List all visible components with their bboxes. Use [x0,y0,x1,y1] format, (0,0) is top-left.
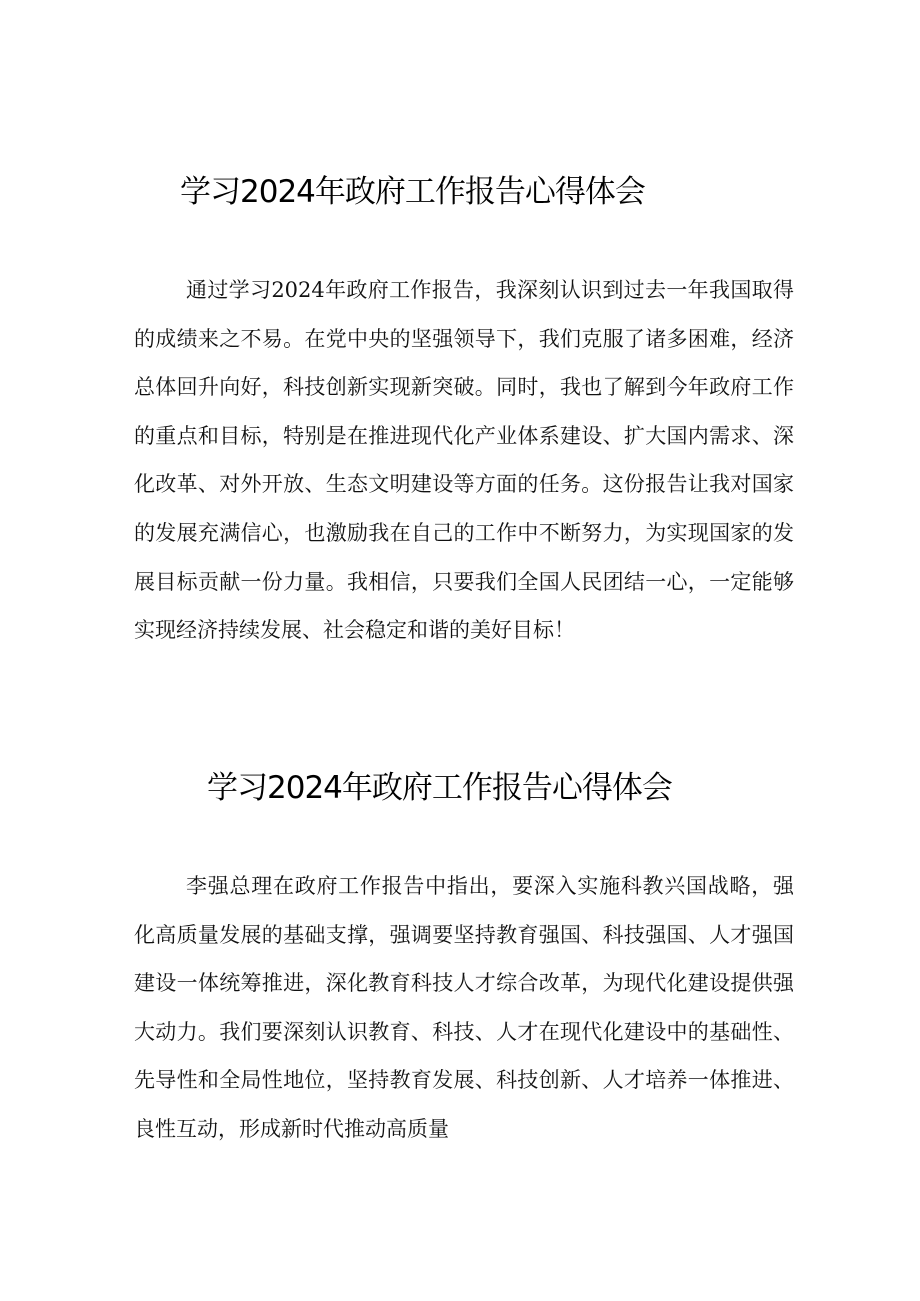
section-title: 学习2024年政府工作报告心得体会 [180,174,645,210]
section-title: 学习2024年政府工作报告心得体会 [207,770,672,806]
section-paragraph: 李强总理在政府工作报告中指出，要深入实施科教兴国战略，强化高质量发展的基础支撑，强调要坚持教育强国、科技强国、人才强国建设一体统筹推进，深化教育科技人才综合改革，为现代化建设提供强大动力。我们要深刻认识教育、科技、人才在现代化建设中的基础性、先导性和全局性地位，坚持教育发展、科技创新、人才培养一体推进、良性互动，形成新时代推动高质量 [134,874,794,1141]
section-paragraph: 通过学习2024年政府工作报告，我深刻认识到过去一年我国取得的成绩来之不易。在党中央的坚强领导下，我们克服了诸多困难，经济总体回升向好，科技创新实现新突破。同时，我也了解到今年政府工作的重点和目标，特别是在推进现代化产业体系建设、扩大国内需求、深化改革、对外开放、生态文明建设等方面的任务。这份报告让我对国家的发展充满信心，也激励我在自己的工作中不断努力，为实现国家的发展目标贡献一份力量。我相信，只要我们全国人民团结一心，一定能够实现经济持续发展、社会稳定和谐的美好目标！ [134,278,794,643]
